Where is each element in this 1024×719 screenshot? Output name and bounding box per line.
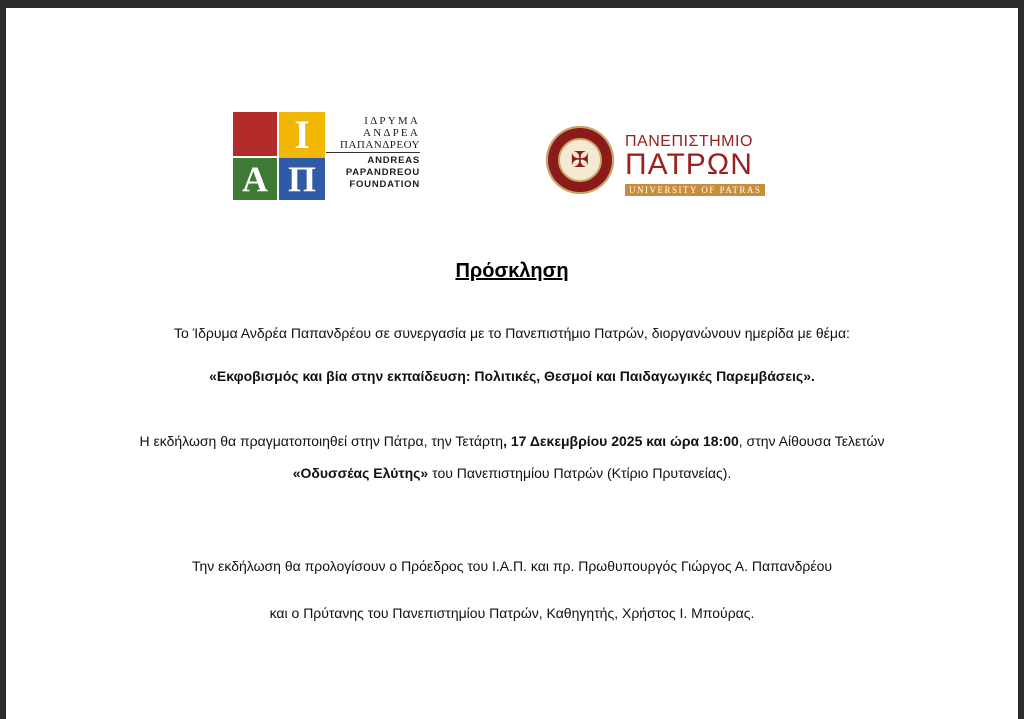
event-text: του Πανεπιστημίου Πατρών (Κτίριο Πρυτανείας). [428, 465, 732, 481]
iap-english-line: PAPANDREOU [345, 167, 420, 178]
document-title: Πρόσκληση [455, 260, 569, 282]
university-seal-icon [546, 126, 614, 194]
iap-greek-line: ΑΝΔΡΕΑ [363, 127, 420, 139]
event-details-line2 [6, 465, 1018, 481]
university-of-patras-logo [625, 134, 765, 198]
logo-red-square [233, 112, 277, 156]
iap-greek-line: ΠΑΠΑΝΔΡΕΟΥ [326, 139, 420, 153]
opening-speakers-line2: και ο Πρύτανης του Πανεπιστημίου Πατρών, Καθηγητής, Χρήστος Ι. Μπούρας. [269, 605, 755, 621]
intro-paragraph: Το Ίδρυμα Ανδρέα Παπανδρέου σε συνεργασία με το Πανεπιστήμιο Πατρών, διοργανώνουν ημερίδα με θέμα: [174, 325, 850, 341]
event-text: , στην Αίθουσα Τελετών [738, 433, 885, 449]
document-page [6, 8, 1018, 719]
iap-greek-line: ΙΔΡΥΜΑ [364, 115, 420, 127]
university-logo-line1: ΠΑΝΕΠΙΣΤΗΜΙΟ [625, 133, 753, 150]
opening-speakers-line1: Την εκδήλωση θα προλογίσουν ο Πρόεδρος του Ι.Α.Π. και πρ. Πρωθυπουργός Γιώργος Α. Παπανδρέου [191, 558, 833, 574]
iap-logo-mark [233, 112, 323, 200]
event-topic: «Εκφοβισμός και βία στην εκπαίδευση: Πολιτικές, Θεσμοί και Παιδαγωγικές Παρεμβάσεις». [209, 368, 815, 384]
event-text: Η εκδήλωση θα πραγματοποιηθεί στην Πάτρα, την Τετάρτη [139, 433, 504, 449]
logo-letter-pi: Π [279, 158, 325, 200]
logo-letter-alpha: Α [233, 158, 277, 200]
iap-english-line: ANDREAS [367, 155, 420, 166]
university-logo-line2: ΠΑΤΡΩΝ [625, 148, 753, 181]
university-logo-line3: UNIVERSITY OF PATRAS [625, 184, 765, 196]
logo-letter-iota: Ι [279, 112, 325, 158]
event-date: , 17 Δεκεμβρίου 2025 και ώρα 18:00 [503, 433, 739, 449]
event-details-line1 [6, 433, 1018, 449]
event-hall-name: «Οδυσσέας Ελύτης» [292, 465, 429, 481]
iap-logo-text [326, 115, 420, 191]
iap-english-line: FOUNDATION [349, 179, 420, 190]
seal-emblem-icon: ✠ [558, 138, 602, 182]
andreas-papandreou-foundation-logo [233, 112, 418, 200]
